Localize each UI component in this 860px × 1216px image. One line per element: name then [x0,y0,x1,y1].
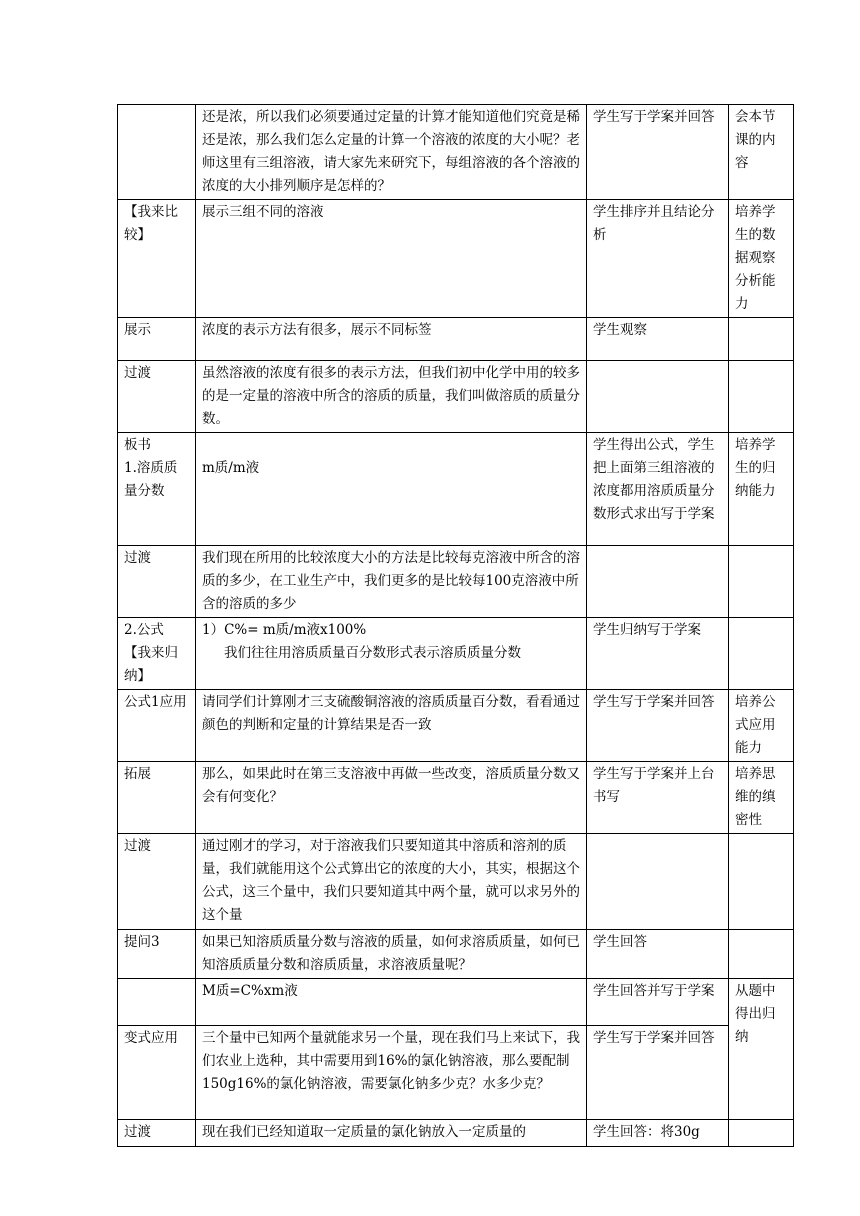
design-intent-cell: 培养公式应用能力 [729,690,794,762]
student-activity-cell: 学生排序并且结论分析 [587,200,729,318]
teacher-activity-cell: 现在我们已经知道取一定质量的氯化钠放入一定质量的 [196,1120,587,1147]
design-intent-cell [729,834,794,930]
student-activity-cell: 学生写于学案并回答 [587,1026,729,1120]
stage-cell [118,105,196,200]
stage-cell: 【我来比较】 [118,200,196,318]
stage-cell: 2.公式 【我来归纳】 [118,618,196,690]
teacher-activity-cell: 那么，如果此时在第三支溶液中再做一些改变，溶质质量分数又会有何变化？ [196,762,587,834]
table-row [118,979,794,1026]
lesson-plan-table [117,104,794,1147]
table-row [118,318,794,361]
student-activity-cell: 学生回答并写于学案 [587,979,729,1026]
teacher-activity-cell: 请同学们计算刚才三支硫酸铜溶液的溶质质量百分数，看看通过颜色的判断和定量的计算结果是否一致 [196,690,587,762]
teacher-activity-cell: 展示三组不同的溶液 [196,200,587,318]
stage-cell: 拓展 [118,762,196,834]
teacher-activity-cell: 我们现在所用的比较浓度大小的方法是比较每克溶液中所含的溶质的多少，在工业生产中，我们更多的是比较每100克溶液中所含的溶质的多少 [196,546,587,618]
teacher-activity-cell: 1）C%= m质/m液x100% 我们往往用溶质质量百分数形式表示溶质质量分数 [196,618,587,690]
table-row [118,361,794,433]
table-row [118,762,794,834]
stage-cell [118,979,196,1026]
student-activity-cell [587,834,729,930]
stage-cell: 公式1应用 [118,690,196,762]
student-activity-cell: 学生写于学案并回答 [587,105,729,200]
design-intent-cell: 从题中得出归纳 [729,979,794,1120]
stage-cell: 过渡 [118,834,196,930]
stage-cell: 提问3 [118,930,196,979]
design-intent-cell [729,618,794,690]
design-intent-cell: 培养学生的归纳能力 [729,433,794,546]
design-intent-cell: 会本节课的内容 [729,105,794,200]
stage-cell: 展示 [118,318,196,361]
table-row [118,433,794,546]
stage-cell: 板书 1.溶质质量分数 [118,433,196,546]
teacher-activity-cell: 如果已知溶质质量分数与溶液的质量，如何求溶质质量，如何已知溶质质量分数和溶质质量，求溶液质量呢？ [196,930,587,979]
student-activity-cell [587,361,729,433]
student-activity-cell: 学生写于学案并上台书写 [587,762,729,834]
student-activity-cell: 学生回答：将30g [587,1120,729,1147]
design-intent-cell: 培养学生的数据观察分析能力 [729,200,794,318]
student-activity-cell [587,546,729,618]
table-row [118,834,794,930]
table-row [118,546,794,618]
teacher-activity-cell: m质/m液 [196,433,587,546]
design-intent-cell [729,1120,794,1147]
table-row [118,690,794,762]
teacher-activity-cell: 还是浓，所以我们必须要通过定量的计算才能知道他们究竟是稀还是浓，那么我们怎么定量的计算一个溶液的浓度的大小呢？老师这里有三组溶液，请大家先来研究下，每组溶液的各个溶液的浓度的大小排列顺序是怎样的？ [196,105,587,200]
stage-cell: 过渡 [118,546,196,618]
table-row [118,618,794,690]
teacher-activity-cell: 虽然溶液的浓度有很多的表示方法，但我们初中化学中用的较多的是一定量的溶液中所含的溶质的质量，我们叫做溶质的质量分数。 [196,361,587,433]
table-row [118,1026,794,1120]
table-row [118,200,794,318]
design-intent-cell [729,930,794,979]
design-intent-cell: 培养思维的缜密性 [729,762,794,834]
table-row [118,930,794,979]
table-row [118,105,794,200]
student-activity-cell: 学生写于学案并回答 [587,690,729,762]
teacher-activity-cell: 通过刚才的学习，对于溶液我们只要知道其中溶质和溶剂的质量，我们就能用这个公式算出它的浓度的大小，其实，根据这个公式，这三个量中，我们只要知道其中两个量，就可以求另外的这个量 [196,834,587,930]
teacher-activity-cell: M质=C%xm液 [196,979,587,1026]
teacher-activity-cell: 浓度的表示方法有很多，展示不同标签 [196,318,587,361]
stage-cell: 过渡 [118,361,196,433]
design-intent-cell [729,318,794,361]
design-intent-cell [729,361,794,433]
student-activity-cell: 学生观察 [587,318,729,361]
student-activity-cell: 学生得出公式，学生把上面第三组溶液的浓度都用溶质质量分数形式求出写于学案 [587,433,729,546]
student-activity-cell: 学生归纳写于学案 [587,618,729,690]
stage-cell: 过渡 [118,1120,196,1147]
design-intent-cell [729,546,794,618]
student-activity-cell: 学生回答 [587,930,729,979]
teacher-activity-cell: 三个量中已知两个量就能求另一个量，现在我们马上来试下，我们农业上选种，其中需要用到16%的氯化钠溶液，那么要配制150g16%的氯化钠溶液，需要氯化钠多少克？水多少克？ [196,1026,587,1120]
table-row [118,1120,794,1147]
stage-cell: 变式应用 [118,1026,196,1120]
